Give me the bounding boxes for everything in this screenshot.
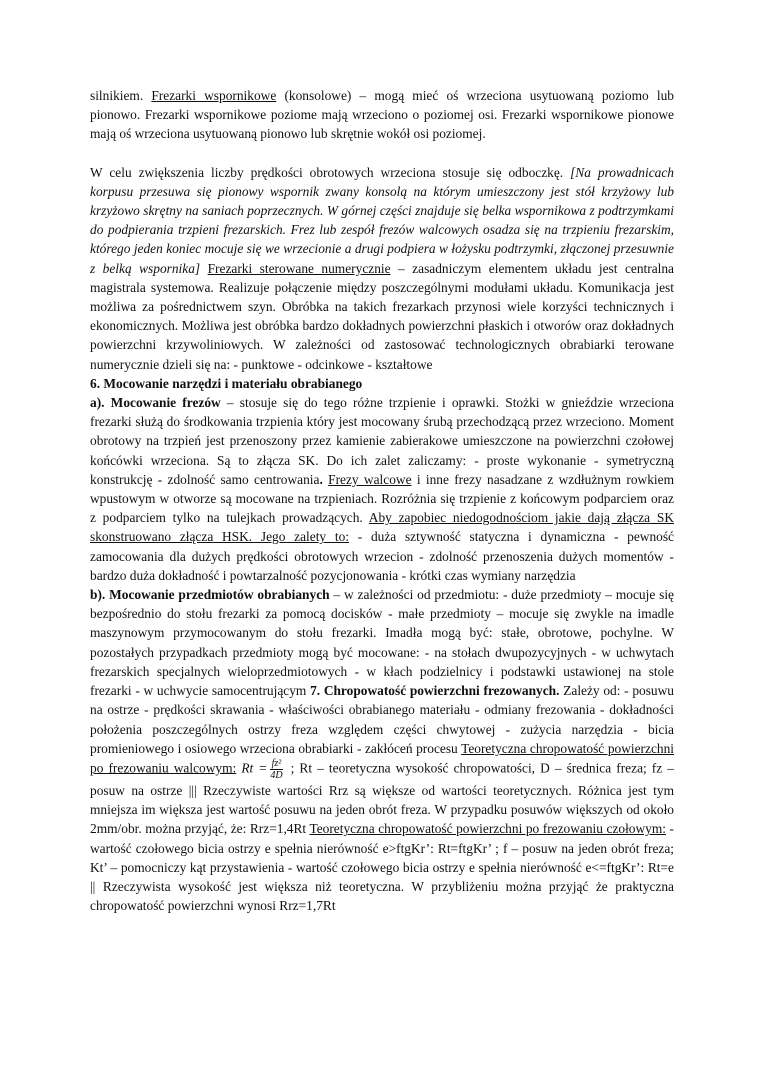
text: (konsolowe) – mogą mieć oś wrzeciona usytuowaną poziomo lub pionowo. Frezarki wspornikowe poziome mają wrzeciono o poziomej osi. Frezarki wspornikowe pionowe mają oś wrzeciona usytuowaną pionowo lub skrętnie wokół osi poziomej. — [90, 88, 674, 142]
blank-line — [90, 144, 674, 163]
italic-note: [Na prowadnicach korpusu przesuwa się pionowy wspornik zwany konsolą na którym umieszczony jest stół krzyżowy lub krzyżowo skrętny na saniach poprzecznych. W górnej części znajduje się belka wspornikowa z podtrzymkami do podpierania trzpieni frezarskich. Frez lub zespół frezów walcowych osadza się na trzpieniu frezarskim, którego jeden koniec mocuje się we wrzecionie a drugi podpiera w łożysku podtrzymki, złączonej przesuwnie z belką wspornika] — [90, 164, 674, 276]
text: . — [319, 471, 323, 487]
paragraph-workpiece-mounting — [90, 585, 674, 915]
section-heading-7: 7. Chropowatość powierzchni frezowanych. — [310, 683, 560, 699]
text: i inne frezy nasadzane z wzdłużnym rowkiem wpustowym w otworze są mocowane na trzpieniach. Rozróżnia się trzpienie z końcowym podparciem oraz z podparciem tylko na tulejkach prowadzących. — [90, 471, 674, 526]
text: ; Rt – teoretyczna wysokość chropowatości, D – średnica freza; fz – posuw na ostrze ||| Rzeczywiste wartości Rrz są większe od wartości teoretycznych. Różnica jest tym mniejsza im większa jest wartość posuwu na jeden obrót freza. W przypadku posuwów większych od około 2mm/obr. można przyjąć, że: Rrz=1,4Rt — [90, 760, 674, 837]
underlined-term: Frezarki sterowane numerycznie — [207, 260, 391, 276]
paragraph-consoles — [90, 86, 674, 144]
text: – w zależności od przedmiotu: - duże przedmioty – mocuje się bezpośrednio do stołu frezarki za pomocą docisków - małe przedmioty – mocuje się zwykle na imadle maszynowym przymocowanym do stołu frezarki. Imadła mogą być: stałe, obrotowe, pochylne. W pozostałych przypadkach przedmioty mogą być mocowane: - na stołach dwupozycyjnych - w uchwytach frezarskich specjalnych wieloprzedmiotowych - w kłach podzielnicy i podstawki ustawionej na stole frezarki - w uchwycie samocentrującym — [90, 587, 675, 699]
underlined-term: Teoretyczna chropowatość powierzchni po frezowaniu czołowym: — [309, 821, 666, 837]
text: - duża sztywność statyczna i dynamiczna - pewność zamocowania dla dużych prędkości obrotowych wrzecion - zdolność przenoszenia dużych momentów - bardzo duża dokładność i powtarzalność pozycjonowania - krótki czas wymiany narzędzia — [90, 529, 674, 583]
text: - wartość czołowego bicia ostrzy e spełnia nierówność e>ftgKr’: Rt=ftgKr’ ; f – posuw na jeden obrót freza; Kt’ – pomocniczy kąt przystawienia - wartość czołowego bicia ostrzy e spełnia nierówność e<=ftgKr’: Rt=e || Rzeczywista wysokość jest większa niż teoretyczna. W przybliżeniu można przyjąć że praktyczna chropowatość powierzchni wynosi Rrz=1,7Rt — [90, 821, 674, 914]
document-page — [90, 86, 674, 915]
formula-denominator: 4D — [270, 769, 283, 781]
underlined-term: Aby zapobiec niedogodnościom jakie dają złącza SK skonstruowano złącza HSK. Jego zalety to: — [90, 510, 674, 545]
formula-numerator: fz² — [271, 757, 282, 769]
paragraph-spindle-speeds — [90, 163, 674, 374]
text: W celu zwiększenia liczby prędkości obrotowych wrzeciona stosuje się odboczkę. — [90, 164, 571, 180]
underlined-term: Frezarki wspornikowe — [151, 88, 277, 103]
text: Zależy od: - posuwu na ostrze - prędkości skrawania - właściwości obrabianego materiału - odmiany frezowania - dokładności położenia poszczególnych ostrzy freza względem części chwytowej - zużycia narzędzia - bicia promieniowego i osiowego wrzeciona obrabiarki - zakłóceń procesu — [90, 683, 674, 756]
spacer — [200, 261, 207, 276]
underlined-term: Teoretyczna chropowatość powierzchni po frezowaniu walcowym: — [90, 740, 674, 776]
paragraph-tool-mounting — [90, 393, 674, 585]
subheading-label: a). Mocowanie frezów — [90, 395, 221, 411]
text: – zasadniczym elementem układu jest centralna magistrala systemowa. Realizuje połączenie między poszczególnymi modułami układu. Komunikacja jest możliwa za pośrednictwem szyn. Obróbka na takich frezarkach przynosi wiele korzyści technicznych i ekonomicznych. Możliwa jest obróbka bardzo dokładnych powierzchni płaskich i otworów oraz dokładnych powierzchni krzywoliniowych. W zależności od zastosować technologicznych obrabiarki terowane numerycznie dzieli się na: - punktowe - odcinkowe - kształtowe — [90, 260, 675, 372]
formula-lhs: Rt = — [241, 760, 268, 776]
text: – stosuje się do tego różne trzpienie i oprawki. Stożki w gnieździe wrzeciona frezarki służą do środkowania trzpienia który jest mocowany śrubą przechodzącą przez wrzeciono. Moment obrotowy na trzpień jest przenoszony przez kamienie zabierakowe umieszczone na powierzchni czołowej końcówki wrzeciona. Są to złącza SK. Do ich zalet zaliczamy: - proste wykonanie - symetryczną konstrukcję - zdolność samo centrowania — [90, 395, 675, 487]
subheading-label: b). Mocowanie przedmiotów obrabianych — [90, 587, 330, 603]
underlined-term: Frezy walcowe — [328, 471, 412, 487]
formula-fraction — [270, 758, 282, 781]
section-heading-6: 6. Mocowanie narzędzi i materiału obrabianego — [90, 375, 363, 391]
text: silnikiem. — [90, 88, 152, 103]
